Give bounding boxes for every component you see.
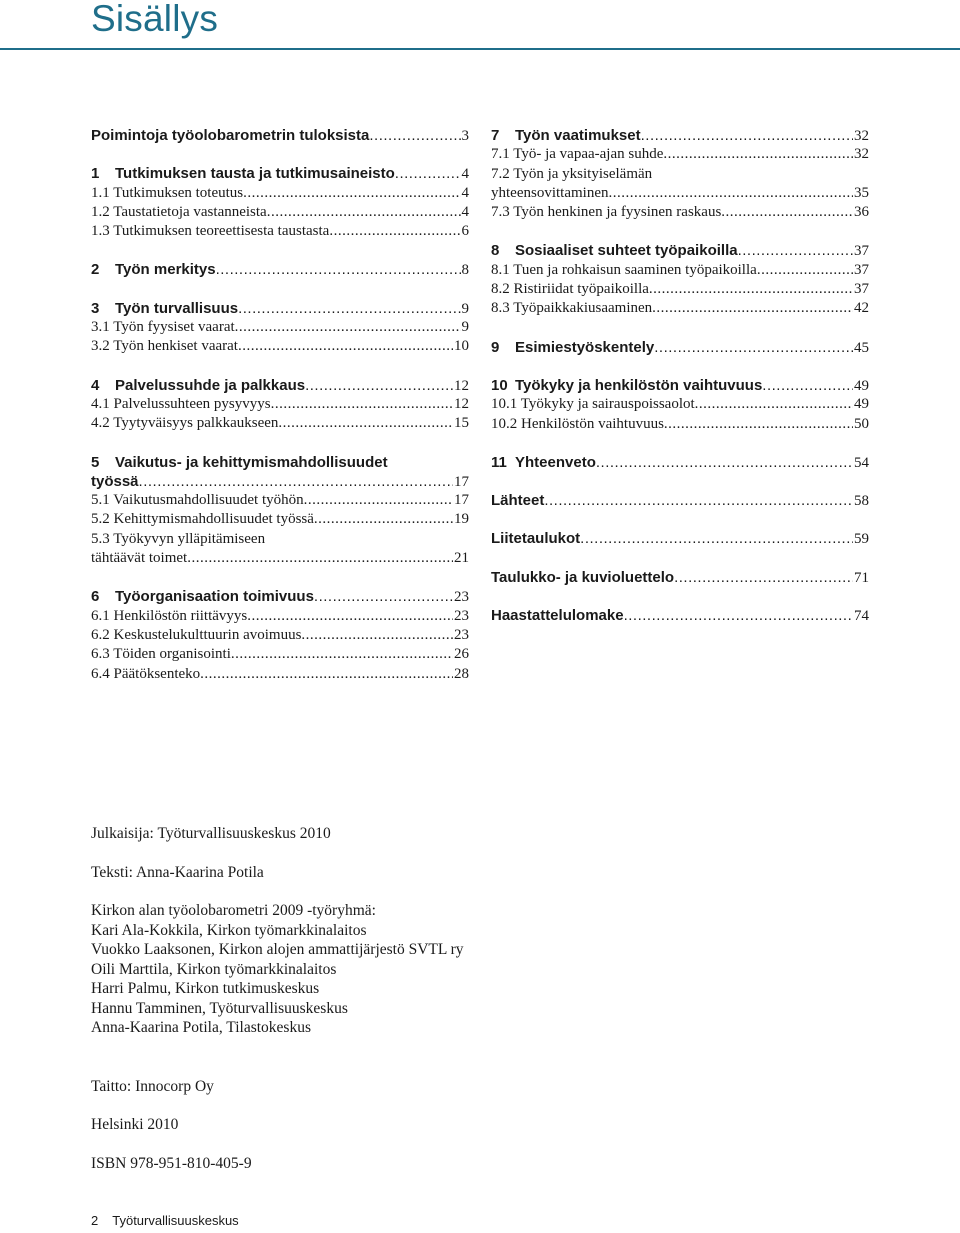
toc-subentry-line2[interactable] <box>91 549 469 568</box>
toc-entry-label: 1.2 Taustatietoja vastanneista <box>91 203 267 220</box>
toc-chapter-3[interactable] <box>91 299 469 318</box>
toc-subentry[interactable] <box>491 203 869 222</box>
page-footer <box>91 1213 239 1228</box>
working-group-member: Anna-Kaarina Potila, Tilastokeskus <box>91 1019 311 1036</box>
toc-page-number: 26 <box>454 646 469 663</box>
toc-subentry[interactable] <box>491 261 869 280</box>
toc-section-taulukko <box>491 568 869 587</box>
leader-dots <box>674 568 853 587</box>
place-year: Helsinki 2010 <box>91 1116 179 1133</box>
toc-section-haastattelu <box>491 606 869 625</box>
toc-entry-label: 4.2 Tyytyväisyys palkkaukseen <box>91 415 279 432</box>
toc-section-intro <box>91 126 469 145</box>
toc-left-column <box>91 126 469 684</box>
toc-subentry[interactable] <box>91 337 469 356</box>
toc-entry-label: Haastattelulomake <box>491 607 624 625</box>
toc-entry-label: Tutkimuksen tausta ja tutkimusaineisto <box>115 165 395 183</box>
toc-entry-label: Työn merkitys <box>115 261 216 279</box>
toc-subentry[interactable] <box>91 318 469 337</box>
toc-entry-label: Poimintoja työolobarometrin tuloksista <box>91 127 370 144</box>
toc-chapter-5-line1[interactable] <box>91 453 469 472</box>
toc-entry-label: Esimiestyöskentely <box>515 338 655 356</box>
toc-chapter-8[interactable] <box>491 241 869 260</box>
leader-dots <box>314 510 453 529</box>
leader-dots <box>238 299 460 318</box>
working-group-member: Hannu Tamminen, Työturvallisuuskeskus <box>91 999 348 1017</box>
leader-dots <box>641 126 853 145</box>
toc-chapter-9[interactable] <box>491 338 869 357</box>
toc-page-number: 3 <box>461 128 469 144</box>
toc-subentry[interactable] <box>491 299 869 318</box>
leader-dots <box>608 184 853 203</box>
toc-entry-label: Työkyky ja henkilöstön vaihtuvuus <box>515 376 763 394</box>
leader-dots <box>243 184 460 203</box>
toc-entry-label: 4.1 Palvelussuhteen pysyvyys <box>91 395 271 412</box>
leader-dots <box>304 491 453 510</box>
toc-subentry[interactable] <box>491 395 869 414</box>
leader-dots <box>738 241 853 260</box>
toc-subentry[interactable] <box>91 414 469 433</box>
toc-page-number: 32 <box>854 128 869 144</box>
toc-subentry[interactable] <box>91 491 469 510</box>
chapter-number: 11 <box>491 453 507 471</box>
page-number: 2 <box>91 1213 99 1228</box>
leader-dots <box>395 164 461 183</box>
toc-entry-intro[interactable] <box>91 126 469 145</box>
toc-entry-label: 8.1 Tuen ja rohkaisun saaminen työpaikoilla <box>491 261 757 278</box>
chapter-number: 3 <box>91 299 100 317</box>
leader-dots <box>187 549 453 568</box>
toc-entry-label: tähtäävät toimet <box>91 550 188 567</box>
toc-subentry-line1[interactable] <box>491 165 869 184</box>
page-title: Sisällys <box>91 0 219 39</box>
publisher-line: Julkaisija: Työturvallisuuskeskus 2010 <box>91 825 331 842</box>
leader-dots <box>757 261 853 280</box>
toc-page-number: 58 <box>854 493 869 510</box>
toc-entry-label: 8.3 Työpaikkakiusaaminen <box>491 300 653 317</box>
toc-page-number: 23 <box>454 589 469 606</box>
toc-entry-label: Liitetaulukot <box>491 530 581 548</box>
toc-subentry[interactable] <box>91 626 469 645</box>
leader-dots <box>664 415 853 434</box>
toc-section-4 <box>91 376 469 434</box>
leader-dots <box>695 395 853 414</box>
leader-dots <box>663 145 853 164</box>
chapter-number: 4 <box>91 376 100 394</box>
toc-page-number: 54 <box>854 454 869 471</box>
toc-section-1 <box>91 164 469 241</box>
leader-dots <box>654 338 853 357</box>
toc-subentry[interactable] <box>91 222 469 241</box>
toc-page-number: 45 <box>854 339 869 356</box>
toc-page-number: 12 <box>454 377 469 394</box>
working-group-member: Kari Ala-Kokkila, Kirkon työmarkkinalaitos <box>91 921 367 939</box>
toc-entry-label: Lähteet <box>491 492 545 510</box>
toc-subentry-line1[interactable] <box>91 530 469 549</box>
toc-entry-lahteet[interactable] <box>491 491 869 510</box>
toc-entry-label: Taulukko- ja kuvioluettelo <box>491 568 675 586</box>
toc-subentry[interactable] <box>91 395 469 414</box>
toc-page-number: 21 <box>454 550 469 567</box>
toc-subentry[interactable] <box>491 145 869 164</box>
leader-dots <box>200 665 453 684</box>
leader-dots <box>139 472 453 491</box>
toc-entry-label: 1.1 Tutkimuksen toteutus <box>91 184 244 201</box>
toc-page-number: 37 <box>854 281 869 298</box>
toc-right-column <box>491 126 869 625</box>
leader-dots <box>305 376 453 395</box>
leader-dots <box>278 414 453 433</box>
toc-page-number: 49 <box>854 377 869 394</box>
toc-page-number: 37 <box>854 261 869 278</box>
chapter-number: 2 <box>91 261 100 279</box>
toc-chapter-1[interactable] <box>91 164 469 183</box>
toc-page-number: 4 <box>461 203 469 220</box>
leader-dots <box>762 376 853 395</box>
leader-dots <box>624 606 853 625</box>
toc-entry-label: Työn turvallisuus <box>115 299 239 317</box>
toc-subentry[interactable] <box>91 645 469 664</box>
toc-page-number: 19 <box>454 511 469 528</box>
toc-page-number: 23 <box>454 626 469 643</box>
toc-page-number: 71 <box>854 569 869 586</box>
toc-entry-label: 6.1 Henkilöstön riittävyys <box>91 607 248 624</box>
toc-section-11 <box>491 453 869 472</box>
leader-dots <box>267 203 461 222</box>
toc-page-number: 42 <box>854 300 869 317</box>
leader-dots <box>314 587 453 606</box>
author-line: Teksti: Anna-Kaarina Potila <box>91 863 264 881</box>
toc-page-number: 74 <box>854 608 869 625</box>
chapter-number: 1 <box>91 165 100 183</box>
toc-entry-label: 6.4 Päätöksenteko <box>91 665 201 682</box>
toc-subentry-line2[interactable] <box>491 184 869 203</box>
toc-subentry[interactable] <box>491 415 869 434</box>
leader-dots <box>329 222 460 241</box>
toc-section-10 <box>491 376 869 434</box>
toc-section-7 <box>491 126 869 222</box>
toc-chapter-10[interactable] <box>491 376 869 395</box>
chapter-number: 8 <box>491 242 500 260</box>
leader-dots <box>596 453 853 472</box>
toc-chapter-2[interactable] <box>91 260 469 279</box>
toc-entry-label: yhteensovittaminen <box>491 184 609 201</box>
leader-dots <box>649 280 853 299</box>
toc-page-number: 28 <box>454 665 469 682</box>
toc-section-2 <box>91 260 469 279</box>
toc-page-number: 6 <box>461 223 469 240</box>
toc-page-number: 9 <box>461 319 469 336</box>
toc-entry-haastattelu[interactable] <box>491 606 869 625</box>
toc-entry-label: työssä <box>91 472 139 490</box>
toc-entry-label: 6.2 Keskustelukulttuurin avoimuus <box>91 626 302 643</box>
toc-entry-label: 3.2 Työn henkiset vaarat <box>91 338 238 355</box>
leader-dots <box>721 203 853 222</box>
toc-page-number: 35 <box>854 184 869 201</box>
chapter-number: 10 <box>491 376 508 394</box>
leader-dots <box>238 337 453 356</box>
toc-chapter-5-line2[interactable] <box>91 472 469 491</box>
toc-page-number: 8 <box>461 262 469 279</box>
leader-dots <box>544 491 853 510</box>
toc-entry-label: Vaikutus- ja kehittymismahdollisuudet <box>115 453 388 471</box>
toc-section-3 <box>91 299 469 357</box>
toc-page-number: 15 <box>454 415 469 432</box>
toc-entry-label: 7.1 Työ- ja vapaa-ajan suhde <box>491 146 664 163</box>
toc-entry-label: 8.2 Ristiriidat työpaikoilla <box>491 281 649 298</box>
working-group-member: Harri Palmu, Kirkon tutkimuskeskus <box>91 980 320 997</box>
toc-section-liitetaulukot <box>491 529 869 548</box>
toc-entry-label: 10.2 Henkilöstön vaihtuvuus <box>491 415 664 432</box>
title-rule <box>0 48 960 50</box>
toc-page-number: 9 <box>461 300 469 317</box>
toc-section-lahteet <box>491 491 869 510</box>
leader-dots <box>247 607 453 626</box>
leader-dots <box>652 299 853 318</box>
chapter-number: 6 <box>91 588 100 606</box>
leader-dots <box>301 626 453 645</box>
toc-section-8 <box>491 241 869 318</box>
toc-subentry[interactable] <box>91 184 469 203</box>
toc-subentry[interactable] <box>91 607 469 626</box>
leader-dots <box>271 395 453 414</box>
toc-entry-taulukko[interactable] <box>491 568 869 587</box>
toc-page-number: 37 <box>854 243 869 260</box>
toc-entry-label: 5.1 Vaikutusmahdollisuudet työhön <box>91 492 304 509</box>
toc-entry-liitetaulukot[interactable] <box>491 529 869 548</box>
toc-subentry[interactable] <box>491 280 869 299</box>
toc-entry-label: Sosiaaliset suhteet työpaikoilla <box>515 242 738 260</box>
chapter-number: 7 <box>491 127 500 144</box>
working-group-title: Kirkon alan työolobarometri 2009 -työryhmä: <box>91 902 376 919</box>
toc-page-number: 23 <box>454 607 469 624</box>
leader-dots <box>216 260 461 279</box>
toc-entry-label: Työorganisaation toimivuus <box>115 588 314 606</box>
toc-page-number: 49 <box>854 396 869 413</box>
toc-entry-label: 3.1 Työn fyysiset vaarat <box>91 319 235 336</box>
chapter-number: 9 <box>491 338 500 356</box>
toc-page-number: 50 <box>854 415 869 432</box>
toc-page-number: 10 <box>454 338 469 355</box>
toc-entry-label: 1.3 Tutkimuksen teoreettisesta taustasta <box>91 223 330 240</box>
toc-entry-label: 10.1 Työkyky ja sairauspoissaolot <box>491 396 695 413</box>
toc-entry-label: 7.3 Työn henkinen ja fyysinen raskaus <box>491 204 722 221</box>
leader-dots <box>369 126 460 145</box>
toc-chapter-4[interactable] <box>91 376 469 395</box>
toc-section-6 <box>91 587 469 683</box>
toc-entry-label: 6.3 Töiden organisointi <box>91 646 231 663</box>
toc-page-number: 59 <box>854 531 869 548</box>
toc-page-number: 17 <box>454 492 469 509</box>
toc-section-5 <box>91 453 469 569</box>
toc-chapter-7[interactable] <box>491 126 869 145</box>
toc-page-number: 36 <box>854 204 869 221</box>
chapter-number: 5 <box>91 453 100 471</box>
colophon <box>91 824 464 1173</box>
toc-page-number: 32 <box>854 146 869 163</box>
leader-dots <box>580 529 853 548</box>
toc-chapter-11[interactable] <box>491 453 869 472</box>
leader-dots <box>235 318 461 337</box>
leader-dots <box>231 645 453 664</box>
toc-entry-label: Yhteenveto <box>515 453 596 471</box>
footer-org: Työturvallisuuskeskus <box>112 1213 239 1228</box>
toc-page-number: 4 <box>461 184 469 201</box>
toc-entry-label: Työn vaatimukset <box>515 127 641 144</box>
toc-page-number: 12 <box>454 395 469 412</box>
toc-page-number: 17 <box>454 473 469 490</box>
toc-subentry[interactable] <box>91 203 469 222</box>
toc-section-9 <box>491 338 869 357</box>
toc-entry-label: 7.2 Työn ja yksityiselämän <box>491 165 653 182</box>
toc-page-number: 4 <box>461 166 469 183</box>
toc-entry-label: Palvelussuhde ja palkkaus <box>115 376 306 394</box>
working-group-member: Oili Marttila, Kirkon työmarkkinalaitos <box>91 960 337 978</box>
toc-chapter-6[interactable] <box>91 587 469 606</box>
toc-subentry[interactable] <box>91 510 469 529</box>
toc-entry-label: 5.3 Työkyvyn ylläpitämiseen <box>91 530 266 547</box>
layout-credit: Taitto: Innocorp Oy <box>91 1077 214 1095</box>
working-group-member: Vuokko Laaksonen, Kirkon alojen ammattijärjestö SVTL ry <box>91 941 464 958</box>
isbn: ISBN 978-951-810-405-9 <box>91 1154 252 1172</box>
toc-entry-label: 5.2 Kehittymismahdollisuudet työssä <box>91 511 314 528</box>
toc-subentry[interactable] <box>91 665 469 684</box>
